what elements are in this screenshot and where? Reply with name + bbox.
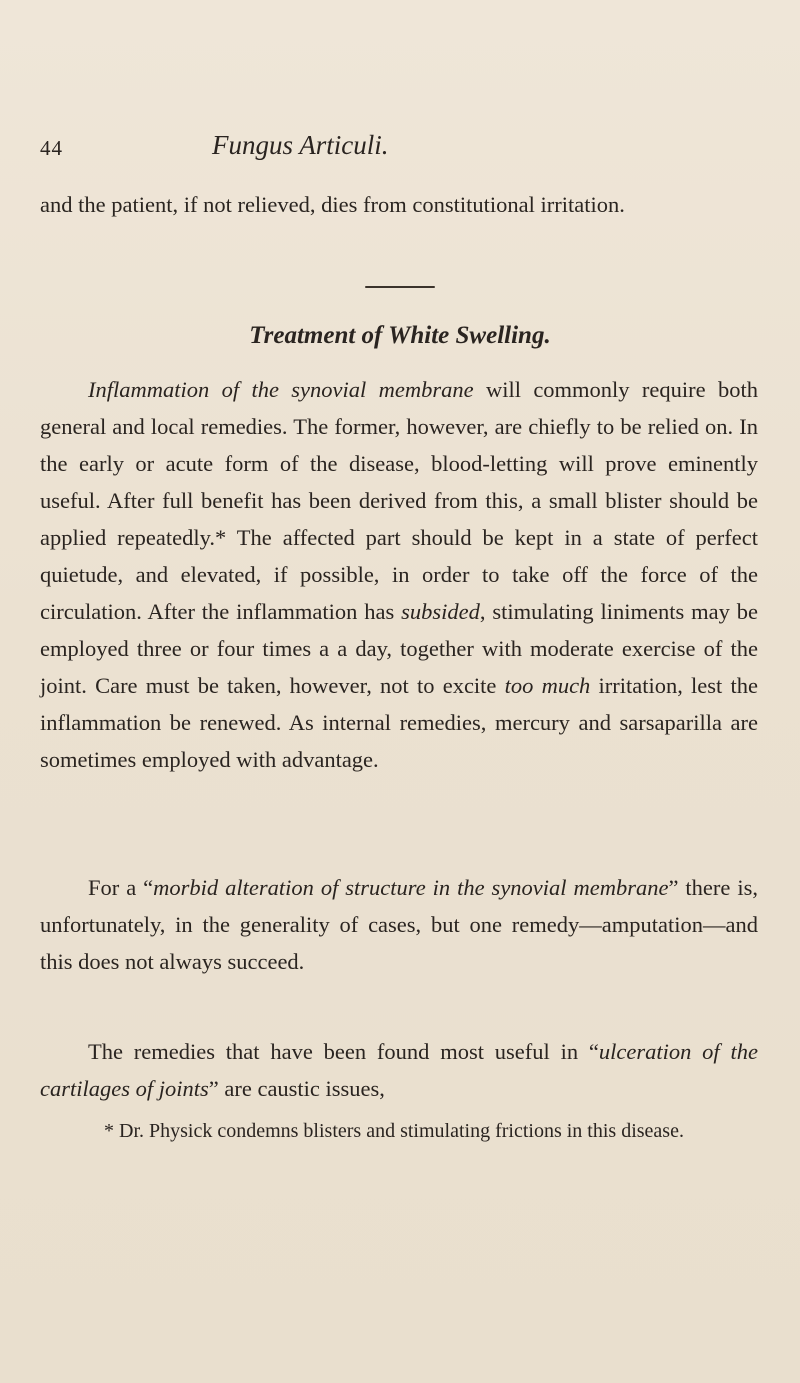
paragraph-lead-phrase: Inflammation of the synovial membrane [88,377,474,402]
paragraph-text: ” are caustic issues, [208,1076,385,1101]
page-number: 44 [40,136,63,160]
emphasis-text: ulceration of the cartilages of joints [40,1039,758,1101]
paragraph-text: For a “ [88,875,154,900]
paragraph-text: The remedies that have been found most useful in “ [88,1039,599,1064]
paragraph-continuation: and the patient, if not relieved, dies from constitutional irritation. [40,192,625,217]
paragraph-text: will commonly require both general and local remedies. The former, however, are chiefly to be relied on. In the early or acute form of the disease, blood-letting will prove eminently useful. After full benefit has been derived from this, a small blister should be applied repeatedly.* The affected part should be kept in a state of perfect quietude, and elevated, if possible, in order to take off the force of the circulation. After the inflammation has [40,377,758,624]
running-head: Fungus Articuli. [212,130,389,160]
paragraph-text: , stimulating liniments may be employed three or four times a a day, together with moderate exercise of the joint. Care must be taken, however, not to excite [40,599,758,698]
footnote: * Dr. Physick condemns blisters and stimulating frictions in this disease. [104,1120,684,1142]
paragraph-text: irritation, lest the inflammation be renewed. As internal remedies, mercury and sarsaparilla are sometimes employed with advantage. [40,673,758,772]
emphasis-text: morbid alteration of structure in the synovial membrane [153,875,669,900]
section-heading: Treatment of White Swelling. [249,322,551,349]
paragraph-ulceration [40,1033,758,1107]
section-divider [365,286,435,288]
paragraph-text: ” there is, unfortunately, in the generality of cases, but one remedy—amputation—and this does not always succeed. [40,875,758,974]
paragraph-treatment [40,371,758,778]
paragraph-morbid-alteration [40,869,758,980]
emphasis-text: too much [504,673,591,698]
emphasis-text: subsided [401,599,480,624]
